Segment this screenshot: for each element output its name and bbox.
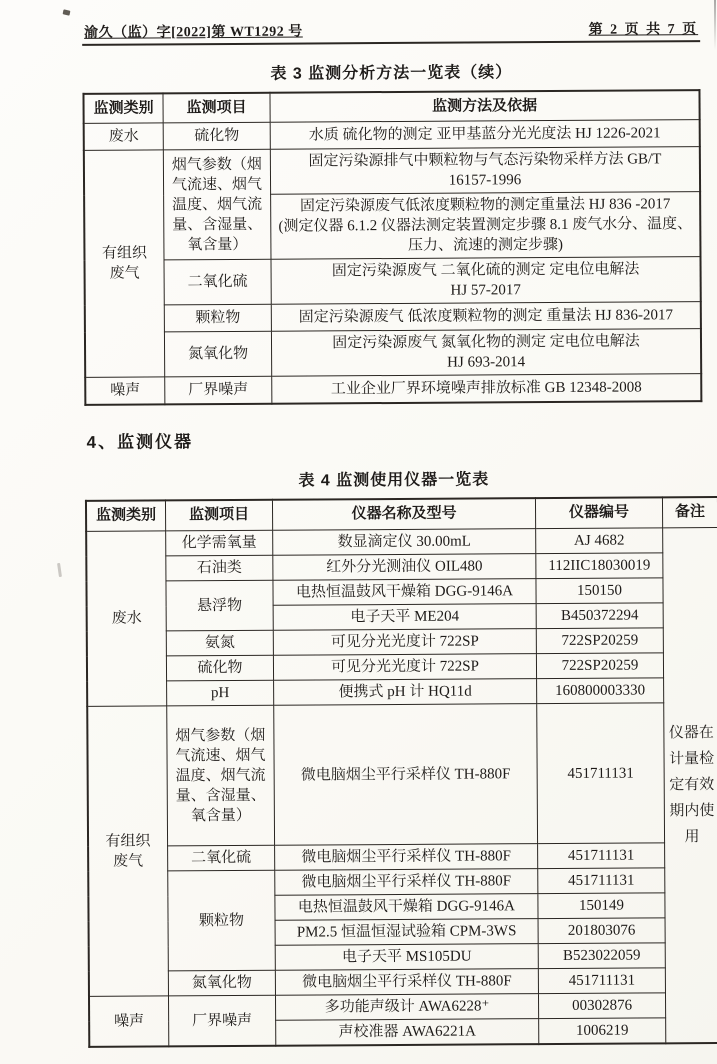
table4-title: 表 4 监测使用仪器一览表 — [298, 470, 490, 490]
table-row — [89, 993, 717, 1022]
document-number: 渝久（监）字[2022]第 WT1292 号 — [84, 24, 303, 41]
table4-header-remark: 备注 — [662, 497, 717, 528]
table3-title: 表 3 监测分析方法一览表（续） — [270, 64, 513, 83]
cell-device: 电子天平 MS105DU — [275, 944, 538, 971]
cell-method: 水质 硫化物的测定 亚甲基蓝分光光度法 HJ 1226-2021 — [270, 120, 700, 150]
table-row — [87, 653, 717, 682]
cell-item: 氨氮 — [166, 630, 273, 656]
cell-device: 便携式 pH 计 HQ11d — [274, 679, 537, 706]
cell-serial: 201803076 — [538, 918, 665, 944]
table4-monitoring-instruments — [85, 496, 717, 1048]
table3-body — [84, 120, 702, 405]
cell-category: 废水 — [86, 531, 167, 706]
cell-serial: 150150 — [536, 578, 663, 604]
cell-category — [84, 150, 165, 377]
cell-serial: 722SP20259 — [536, 628, 663, 654]
table3-monitoring-methods — [82, 89, 702, 405]
scan-smudge — [57, 563, 62, 577]
cell-serial: 00302876 — [538, 993, 665, 1019]
table-row — [88, 868, 717, 897]
cell-device: 微电脑烟尘平行采样仪 TH-880F — [275, 969, 538, 996]
cell-item: pH — [167, 680, 274, 706]
table-row — [87, 678, 717, 707]
table-row — [87, 628, 717, 657]
table4-header-device: 仪器名称及型号 — [272, 498, 535, 531]
cell-serial: 150149 — [538, 893, 665, 919]
category-label: 有组织废气 — [105, 832, 151, 870]
cell-device: 红外分光测油仪 OIL480 — [273, 554, 536, 581]
cell-category — [87, 706, 168, 996]
cell-device: 微电脑烟尘平行采样仪 TH-880F — [274, 704, 538, 846]
table-row — [87, 703, 717, 847]
cell-item: 悬浮物 — [166, 580, 273, 631]
table-row — [86, 528, 717, 557]
section-heading-instruments: 4、监测仪器 — [86, 431, 194, 452]
cell-remark: 仪器在计量检定有效期内使用 — [663, 528, 717, 1044]
cell-item: 石油类 — [166, 555, 273, 581]
cell-serial: 160800003330 — [537, 678, 664, 704]
table-row — [84, 147, 700, 196]
cell-serial: 451711131 — [537, 703, 665, 844]
scan-edge-line — [714, 0, 716, 50]
cell-serial: AJ 4682 — [536, 528, 663, 554]
table-row — [85, 302, 701, 333]
cell-device: 声校准器 AWA6221A — [276, 1019, 539, 1046]
table4-header-serial: 仪器编号 — [535, 497, 662, 529]
cell-method: 工业企业厂界环境噪声排放标准 GB 12348-2008 — [272, 374, 702, 404]
cell-item: 颗粒物 — [164, 304, 271, 332]
cell-device: 电热恒温鼓风干燥箱 DGG-9146A — [273, 579, 536, 606]
table4-header-item: 监测项目 — [165, 499, 272, 531]
cell-method: 固定污染源废气 氮氧化物的测定 定电位电解法 HJ 693-2014 — [271, 329, 701, 377]
table4-body — [86, 528, 717, 1047]
cell-serial: 1006219 — [539, 1018, 666, 1044]
table-row — [86, 553, 717, 582]
cell-method: 固定污染源废气低浓度颗粒物的测定重量法 HJ 836 -2017 (测定仪器 6.1.2 仪器法测定装置测定步骤 8.1 废气水分、温度、 压力、流速的测定步骤) — [271, 192, 701, 260]
cell-device: 微电脑烟尘平行采样仪 TH-880F — [275, 844, 538, 871]
cell-device: 可见分光光度计 722SP — [273, 654, 536, 681]
table-row — [89, 968, 717, 997]
table-row — [85, 329, 701, 378]
cell-device: 微电脑烟尘平行采样仪 TH-880F — [275, 869, 538, 896]
cell-item: 颗粒物 — [168, 870, 276, 971]
category-label: 有组织废气 — [101, 245, 148, 282]
cell-category: 废水 — [84, 123, 164, 150]
cell-item: 化学需氧量 — [166, 530, 273, 556]
cell-category: 噪声 — [89, 996, 169, 1047]
table-row — [84, 257, 700, 306]
table3-header-category: 监测类别 — [83, 93, 163, 123]
cell-method: 固定污染源废气 低浓度颗粒物的测定 重量法 HJ 836-2017 — [271, 302, 701, 332]
cell-item: 硫化物 — [166, 655, 273, 681]
table-header-row — [86, 497, 717, 532]
table-row — [84, 120, 700, 151]
cell-serial: 722SP20259 — [536, 653, 663, 679]
table4-header — [86, 497, 717, 532]
table-header-row — [83, 90, 699, 123]
cell-device: 电子天平 ME204 — [273, 604, 536, 631]
table-row — [85, 374, 701, 405]
cell-item: 氮氧化物 — [168, 970, 275, 996]
cell-method: 固定污染源废气 二氧化硫的测定 定电位电解法 HJ 57-2017 — [271, 257, 701, 305]
cell-serial: 451711131 — [538, 868, 665, 894]
table3-header-item: 监测项目 — [163, 93, 270, 123]
cell-item: 厂界噪声 — [165, 376, 272, 404]
cell-device: 可见分光光度计 722SP — [273, 629, 536, 656]
cell-device: 多功能声级计 AWA6228⁺ — [275, 994, 538, 1021]
cell-serial: 451711131 — [538, 968, 665, 994]
cell-item: 二氧化硫 — [164, 259, 271, 305]
table-row — [88, 843, 717, 872]
cell-item: 氮氧化物 — [164, 331, 271, 377]
scan-speck — [63, 9, 71, 15]
cell-item: 厂界噪声 — [168, 995, 275, 1046]
table4-header-category: 监测类别 — [86, 500, 166, 531]
cell-item: 烟气参数（烟气流速、烟气温度、烟气流量、含湿量、氧含量） — [167, 705, 275, 846]
cell-serial: 451711131 — [538, 843, 665, 869]
cell-method: 固定污染源排气中颗粒物与气态污染物采样方法 GB/T 16157-1996 — [270, 147, 700, 195]
cell-item: 硫化物 — [163, 122, 270, 150]
cell-item: 二氧化硫 — [168, 845, 275, 871]
cell-serial: 112IIC18030019 — [536, 553, 663, 579]
cell-category: 噪声 — [85, 377, 165, 404]
cell-device: 数显滴定仪 30.00mL — [273, 529, 536, 556]
cell-device: 电热恒温鼓风干燥箱 DGG-9146A — [275, 894, 538, 921]
cell-serial: B523022059 — [538, 943, 665, 969]
page-header — [82, 12, 700, 46]
table3-header-method: 监测方法及依据 — [270, 90, 700, 122]
table3-header — [83, 90, 699, 123]
page-indicator: 第 2 页 共 7 页 — [588, 22, 699, 38]
cell-serial: B450372294 — [536, 603, 663, 629]
cell-item: 烟气参数（烟气流速、烟气温度、烟气流量、含湿量、氧含量） — [163, 149, 271, 260]
cell-device: PM2.5 恒温恒湿试验箱 CPM-3WS — [275, 919, 538, 946]
table-row — [86, 578, 717, 607]
